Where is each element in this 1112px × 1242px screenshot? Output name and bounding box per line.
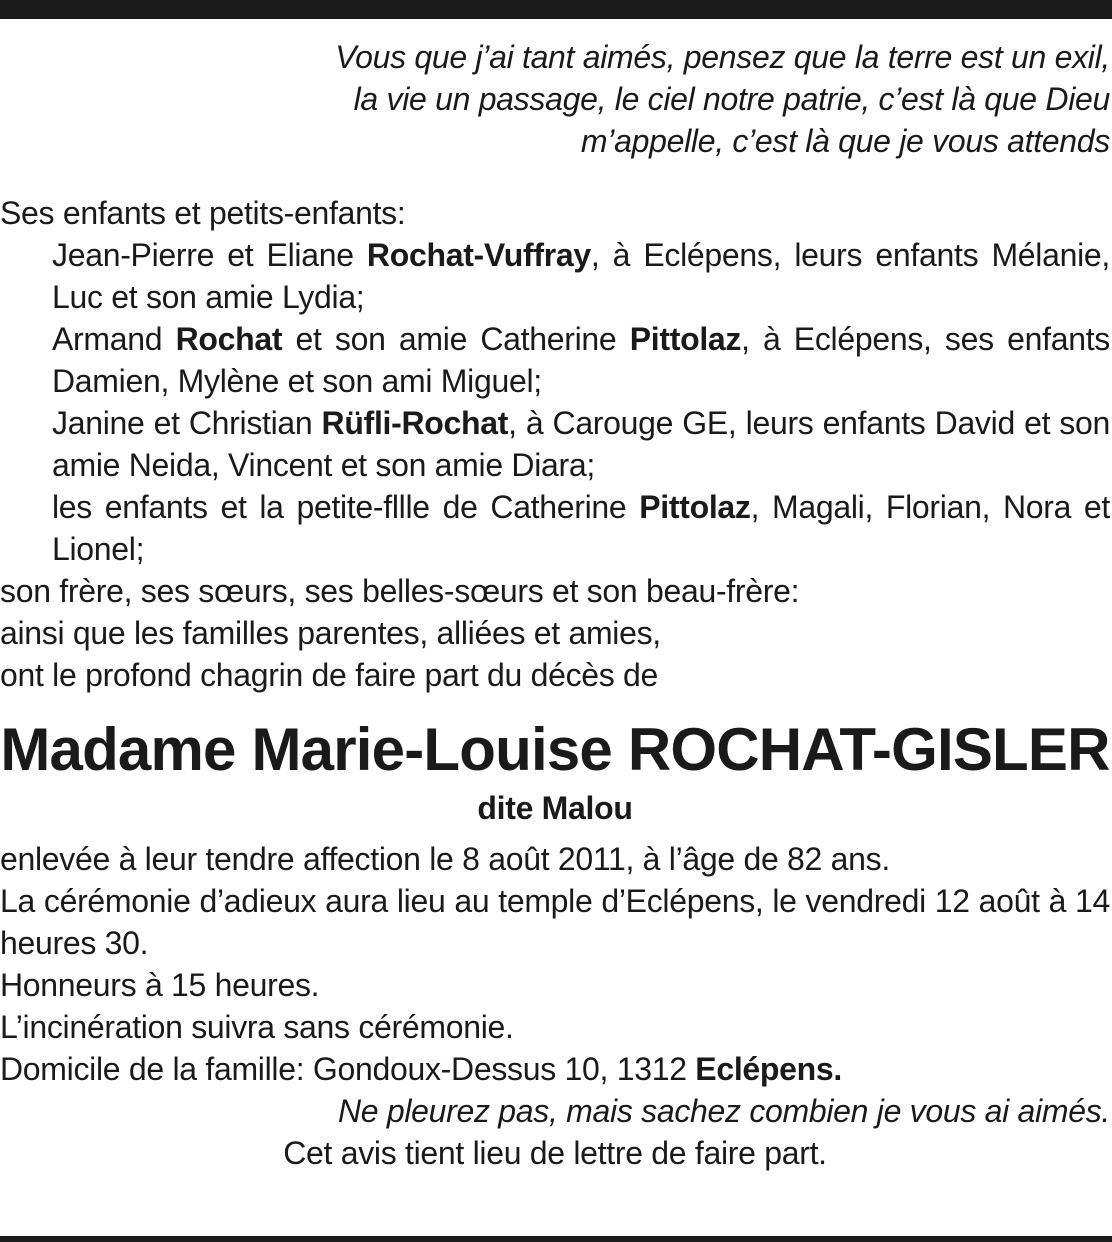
relatives-line: ont le profond chagrin de faire part du décès de xyxy=(0,657,659,693)
relatives-line: ainsi que les familles parentes, alliées et amies, xyxy=(0,615,661,651)
deceased-name: Madame Marie-Louise ROCHAT-GISLER xyxy=(0,716,1110,783)
family-intro: Ses enfants et petits-enfants: xyxy=(0,195,406,231)
family-entry-text: Jean-Pierre et Eliane xyxy=(52,237,367,273)
deceased-nickname: dite Malou xyxy=(477,790,633,826)
family-entry-text: , à Eclépens, ses enfants Damien, Mylène et son ami Miguel; xyxy=(52,321,1110,399)
closing-quote: Ne pleurez pas, mais sachez combien je vous ai aimés. xyxy=(337,1093,1110,1129)
family-entry xyxy=(52,318,1110,402)
death-statement: enlevée à leur tendre affection le 8 août 2011, à l’âge de 82 ans. xyxy=(0,841,890,877)
epigraph-line: m’appelle, c’est là que je vous attends xyxy=(580,123,1110,159)
honours-info: Honneurs à 15 heures. xyxy=(0,967,320,1003)
ceremony-info: La cérémonie d’adieux aura lieu au temple d’Eclépens, le vendredi 12 août à 14 heures 30. xyxy=(0,883,1110,961)
family-entry xyxy=(52,402,1110,486)
family-entry-text: Armand xyxy=(52,321,176,357)
obituary-notice xyxy=(0,36,1110,1174)
epigraph-line: Vous que j’ai tant aimés, pensez que la terre est un exil, xyxy=(335,39,1110,75)
family-entry-text: et son amie Catherine xyxy=(282,321,630,357)
family-entry-text: , à Eclépens, leurs enfants Mélanie, Luc et son amie Lydia; xyxy=(52,237,1111,315)
family-name: Pittolaz xyxy=(639,489,751,525)
domicile-place: Eclépens. xyxy=(695,1051,843,1087)
family-entry-text: , Magali, Florian, Nora et Lionel; xyxy=(52,489,1110,567)
family-name: Rüfli-Rochat xyxy=(321,405,509,441)
family-name: Pittolaz xyxy=(629,321,742,357)
closing-note: Cet avis tient lieu de lettre de faire part. xyxy=(283,1135,827,1171)
bottom-rule xyxy=(0,1236,1112,1242)
family-entry-text: , à Carouge GE, leurs enfants David et son amie Neida, Vincent et son amie Diara; xyxy=(52,405,1110,483)
epigraph-line: la vie un passage, le ciel notre patrie, c’est là que Dieu xyxy=(353,81,1110,117)
family-entry xyxy=(52,234,1110,318)
family-name: Rochat xyxy=(175,321,283,357)
domicile-address: Domicile de la famille: Gondoux-Dessus 10, 1312 xyxy=(0,1051,696,1087)
domicile-info xyxy=(0,1048,1110,1090)
top-rule xyxy=(0,0,1112,19)
family-entry xyxy=(52,486,1110,570)
relatives-line: son frère, ses sœurs, ses belles-sœurs et son beau-frère: xyxy=(0,573,800,609)
family-entry-text: les enfants et la petite-fllle de Catherine xyxy=(52,489,640,525)
family-entry-text: Janine et Christian xyxy=(52,405,322,441)
family-name: Rochat-Vuffray xyxy=(366,237,591,273)
epigraph xyxy=(260,36,1110,162)
cremation-info: L’incinération suivra sans cérémonie. xyxy=(0,1009,514,1045)
